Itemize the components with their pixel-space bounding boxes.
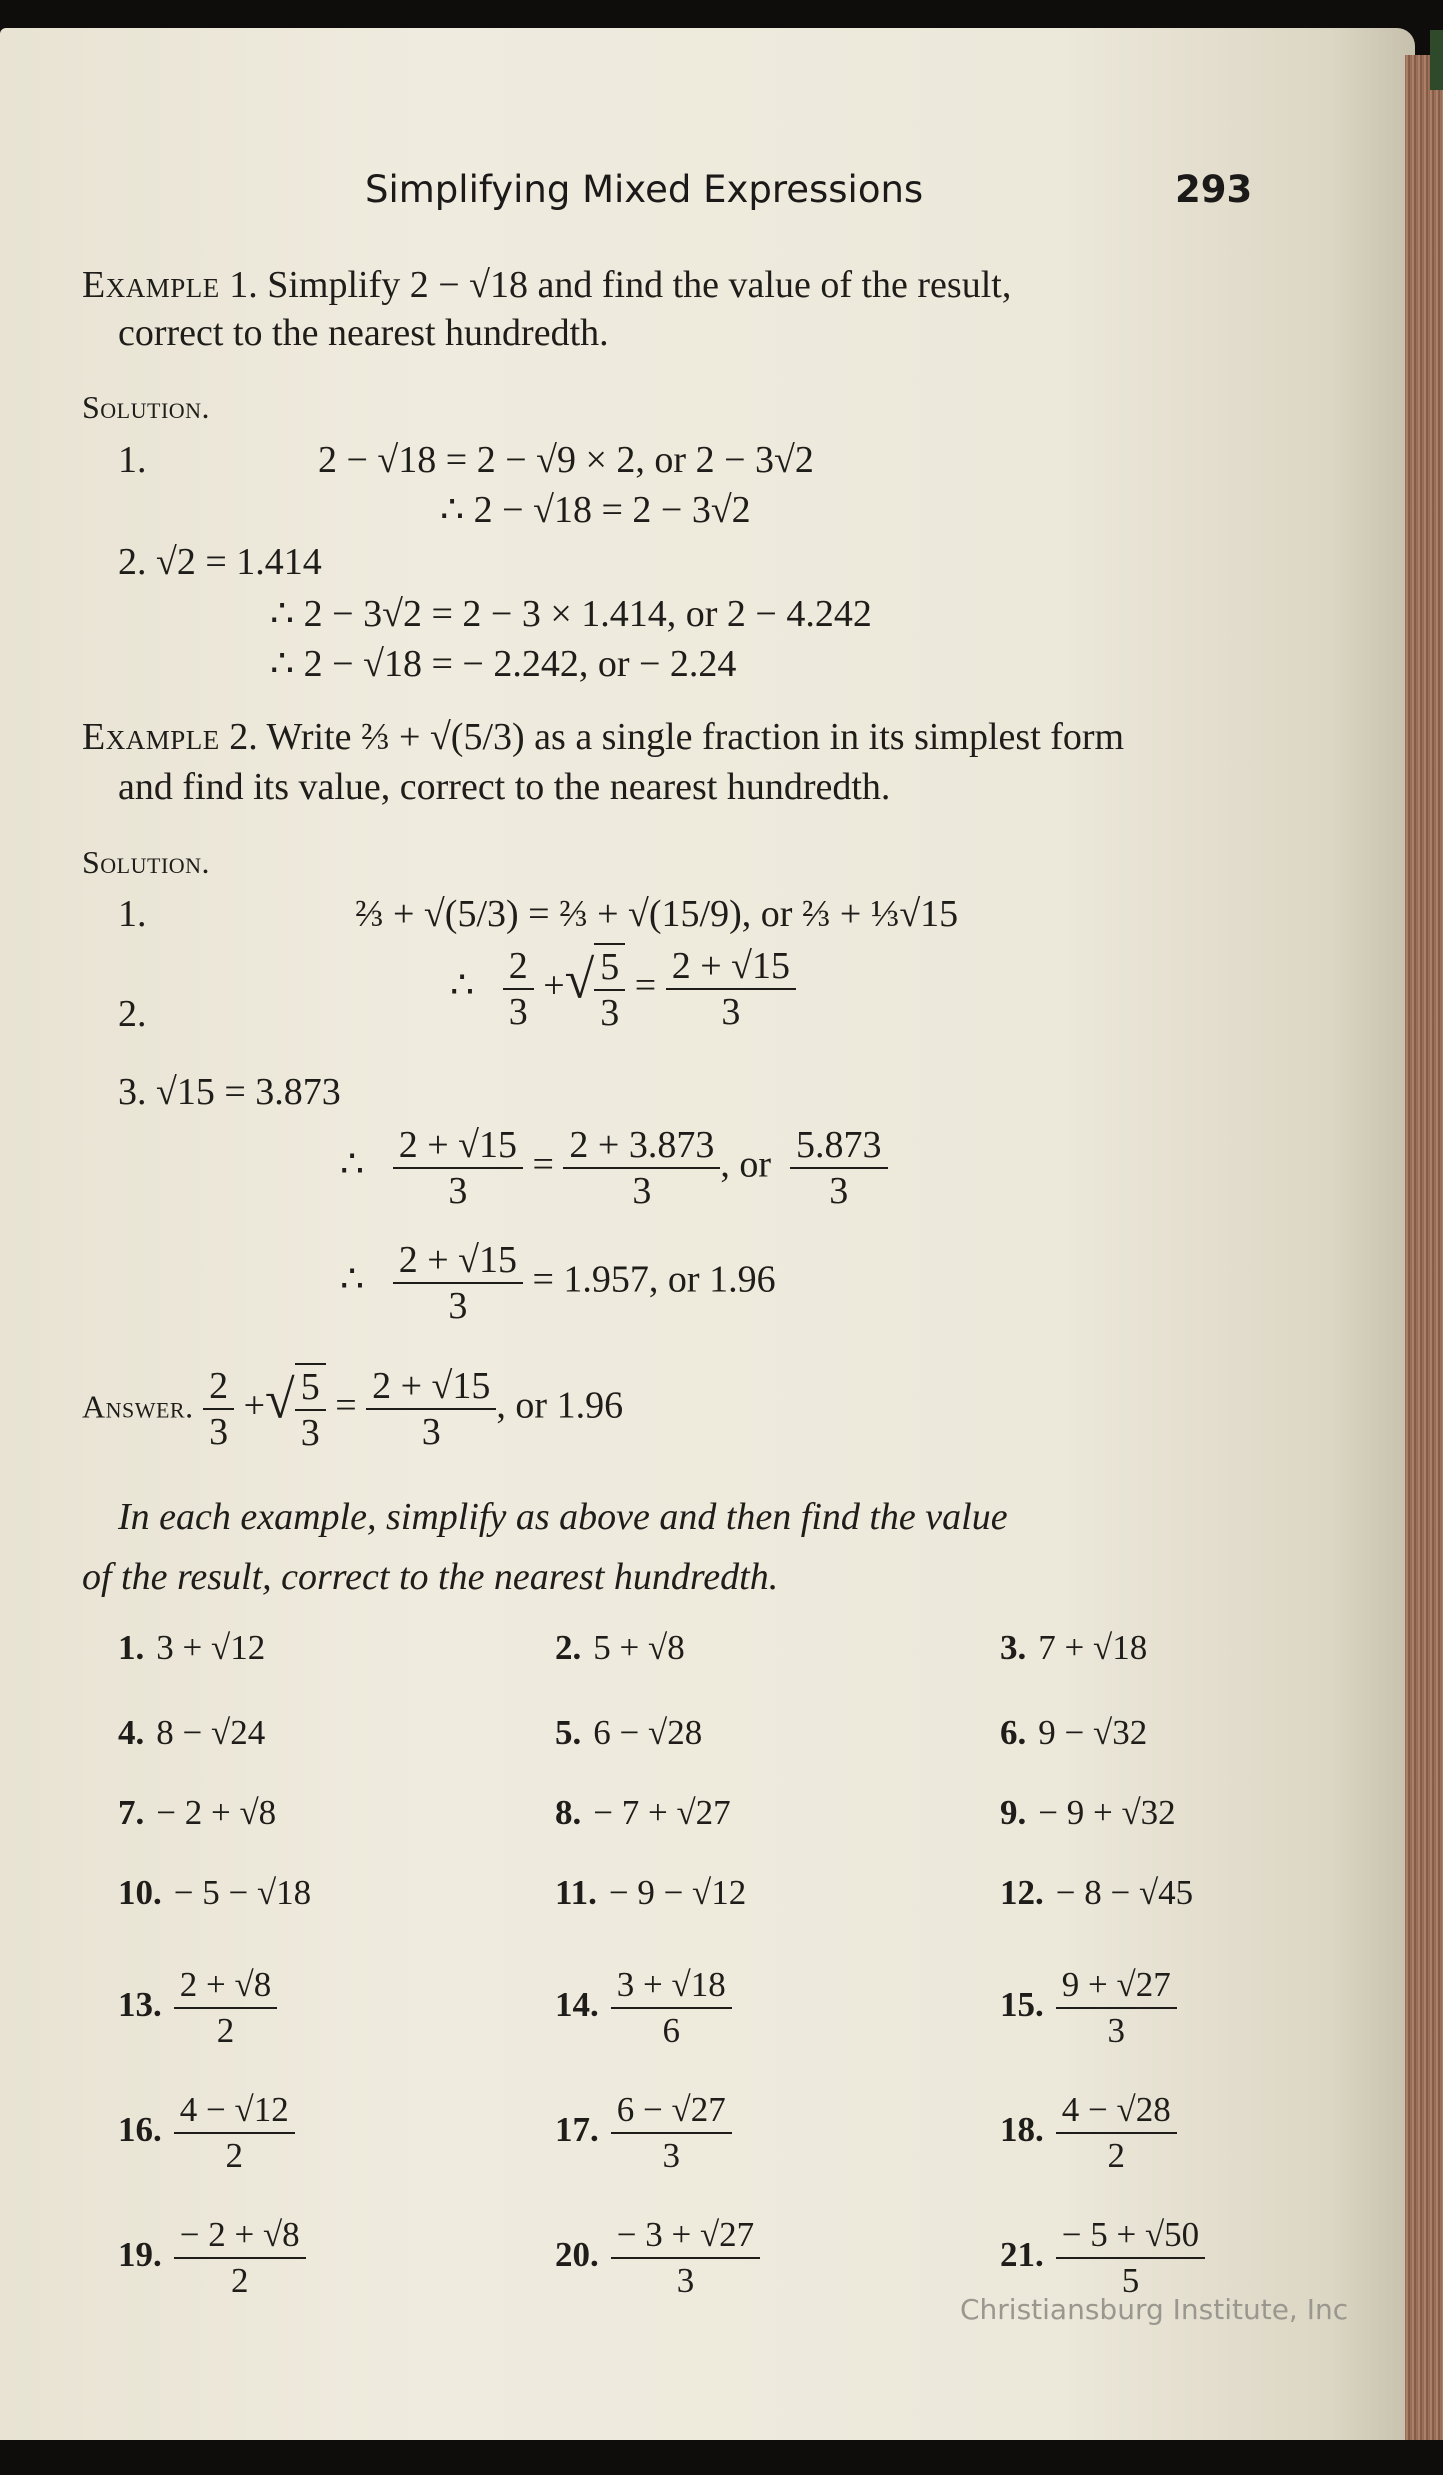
exercise-item bbox=[555, 1963, 732, 2053]
example1-step1: 2 − √18 = 2 − √9 × 2, or 2 − 3√2 bbox=[318, 439, 814, 481]
example1-step2-line3: ∴ 2 − √18 = − 2.242, or − 2.24 bbox=[270, 643, 737, 685]
example2-step1-number: 1. bbox=[118, 893, 147, 935]
exercise-item bbox=[118, 1628, 265, 1668]
exercise-expression: 3 + √12 bbox=[156, 1628, 266, 1667]
exercise-item bbox=[1000, 1713, 1147, 1753]
exercise-item bbox=[1000, 2213, 1205, 2303]
example1-step2: 2. √2 = 1.414 bbox=[118, 541, 322, 583]
exercise-number: 11. bbox=[555, 1873, 597, 1912]
fraction-five-thirds: $\frac{5}{3}$ bbox=[594, 943, 625, 1035]
example1-step1-result: ∴ 2 − √18 = 2 − 3√2 bbox=[440, 489, 751, 531]
exercise-item bbox=[118, 2088, 295, 2178]
exercise-number: 1. bbox=[118, 1628, 145, 1667]
example1-step2-line2: ∴ 2 − 3√2 = 2 − 3 × 1.414, or 2 − 4.242 bbox=[270, 593, 872, 635]
book-spine bbox=[1430, 30, 1443, 90]
exercise-item bbox=[1000, 1793, 1176, 1833]
exercise-item bbox=[118, 1793, 276, 1833]
exercise-number: 19. bbox=[118, 2235, 162, 2275]
exercise-number: 5. bbox=[555, 1713, 582, 1752]
exercise-item bbox=[555, 2213, 760, 2303]
exercise-item bbox=[118, 1963, 277, 2053]
example2-step3: 3. √15 = 3.873 bbox=[118, 1071, 341, 1113]
exercise-fraction: $\frac{4 - √28}{2}$ bbox=[1056, 2088, 1177, 2178]
exercise-expression: 9 − √32 bbox=[1038, 1713, 1148, 1752]
exercise-number: 10. bbox=[118, 1873, 162, 1912]
example2-step1: ⅔ + √(5/3) = ⅔ + √(15/9), or ⅔ + ⅓√15 bbox=[355, 893, 959, 935]
book-page bbox=[0, 28, 1415, 2440]
fraction-5873: $\frac{5.873}{3}$ bbox=[790, 1123, 888, 1213]
example2-statement-a: 2. Write ⅔ + √(5/3) as a single fraction in its simplest form bbox=[219, 716, 1125, 758]
example2-step2: ∴ $\frac{2}{3}$ +√ $\frac{5}{3}$ = $\frac{2 + √15}{3}$ bbox=[450, 943, 796, 1035]
exercise-expression: 6 − √28 bbox=[593, 1713, 703, 1752]
exercise-fraction: $\frac{9 + √27}{3}$ bbox=[1056, 1963, 1177, 2053]
exercise-fraction: $\frac{- 5 + √50}{5}$ bbox=[1056, 2213, 1205, 2303]
exercise-expression: 5 + √8 bbox=[593, 1628, 685, 1667]
fraction-step2-result: $\frac{2 + √15}{3}$ bbox=[666, 944, 796, 1034]
exercise-item bbox=[1000, 1963, 1177, 2053]
exercise-fraction: $\frac{4 - √12}{2}$ bbox=[174, 2088, 295, 2178]
exercise-item bbox=[555, 1793, 731, 1833]
exercise-item bbox=[118, 1713, 265, 1753]
exercise-item bbox=[555, 1628, 685, 1668]
example2-step3-line2: ∴ $\frac{2 + √15}{3}$ = $\frac{2 + 3.873}{3}$ , or $\frac{5.873}{3}$ bbox=[340, 1123, 888, 1213]
exercise-number: 15. bbox=[1000, 1985, 1044, 2025]
fraction-root15-b: $\frac{2 + √15}{3}$ bbox=[393, 1238, 523, 1328]
exercise-fraction: $\frac{- 2 + √8}{2}$ bbox=[174, 2213, 306, 2303]
exercise-fraction: $\frac{6 - √27}{3}$ bbox=[611, 2088, 732, 2178]
exercise-item bbox=[555, 2088, 732, 2178]
exercise-number: 14. bbox=[555, 1985, 599, 2025]
exercise-number: 16. bbox=[118, 2110, 162, 2150]
example1-solution-label: Solution. bbox=[82, 389, 211, 425]
fraction-root15: $\frac{2 + √15}{3}$ bbox=[393, 1123, 523, 1213]
exercise-fraction: $\frac{3 + √18}{6}$ bbox=[611, 1963, 732, 2053]
exercise-expression: − 7 + √27 bbox=[593, 1793, 731, 1832]
example2-step2-number: 2. bbox=[118, 993, 147, 1035]
example2-label: Example bbox=[82, 716, 220, 758]
example2-statement bbox=[82, 713, 1124, 761]
exercise-expression: − 2 + √8 bbox=[156, 1793, 277, 1832]
exercise-item bbox=[1000, 1628, 1147, 1668]
exercise-item bbox=[555, 1713, 702, 1753]
exercise-item bbox=[1000, 2088, 1177, 2178]
example1-label: Example bbox=[82, 264, 220, 306]
exercise-expression: 7 + √18 bbox=[1038, 1628, 1148, 1667]
example2-answer: Answer. $\frac{2}{3}$ +√ $\frac{5}{3}$ = $\frac{2 + √15}{3}$ , or 1.96 bbox=[82, 1365, 624, 1454]
page-number: 293 bbox=[1175, 168, 1253, 211]
exercise-number: 8. bbox=[555, 1793, 582, 1832]
fraction-two-thirds: $\frac{2}{3}$ bbox=[503, 944, 534, 1034]
exercise-number: 18. bbox=[1000, 2110, 1044, 2150]
exercise-item bbox=[1000, 1873, 1193, 1913]
instructions-line1: In each example, simplify as above and then find the value bbox=[118, 1496, 1008, 1538]
radical-sign: √ bbox=[564, 949, 595, 1010]
instructions-line2: of the result, correct to the nearest hundredth. bbox=[82, 1556, 779, 1598]
exercise-number: 4. bbox=[118, 1713, 145, 1752]
exercise-number: 9. bbox=[1000, 1793, 1027, 1832]
exercise-expression: − 9 − √12 bbox=[608, 1873, 747, 1912]
example1-step1-number: 1. bbox=[118, 439, 147, 481]
example2-statement-b: and find its value, correct to the nearest hundredth. bbox=[118, 766, 891, 808]
exercise-number: 2. bbox=[555, 1628, 582, 1667]
exercise-fraction: $\frac{2 + √8}{2}$ bbox=[174, 1963, 277, 2053]
exercise-expression: − 9 + √32 bbox=[1038, 1793, 1176, 1832]
exercise-number: 3. bbox=[1000, 1628, 1027, 1667]
exercise-item bbox=[118, 1873, 311, 1913]
example1-statement-b: correct to the nearest hundredth. bbox=[118, 312, 609, 354]
page-edges bbox=[1405, 55, 1443, 2440]
exercise-number: 12. bbox=[1000, 1873, 1044, 1912]
exercise-fraction: $\frac{- 3 + √27}{3}$ bbox=[611, 2213, 760, 2303]
example2-solution-label: Solution. bbox=[82, 844, 211, 880]
watermark: Christiansburg Institute, Inc bbox=[960, 2293, 1349, 2326]
exercise-expression: − 5 − √18 bbox=[173, 1873, 312, 1912]
example2-step3-line3: ∴ $\frac{2 + √15}{3}$ = 1.957, or 1.96 bbox=[340, 1239, 776, 1327]
example1-statement bbox=[82, 261, 1011, 309]
page-title: Simplifying Mixed Expressions bbox=[365, 168, 924, 211]
exercise-number: 6. bbox=[1000, 1713, 1027, 1752]
exercise-item bbox=[555, 1873, 746, 1913]
therefore-symbol: ∴ bbox=[450, 964, 475, 1007]
exercise-expression: − 8 − √45 bbox=[1055, 1873, 1194, 1912]
fraction-3873: $\frac{2 + 3.873}{3}$ bbox=[563, 1123, 720, 1213]
exercise-number: 17. bbox=[555, 2110, 599, 2150]
answer-label: Answer. bbox=[82, 1388, 194, 1425]
exercise-item bbox=[118, 2213, 306, 2303]
exercise-number: 20. bbox=[555, 2235, 599, 2275]
exercise-number: 21. bbox=[1000, 2235, 1044, 2275]
example1-statement-a: 1. Simplify 2 − √18 and find the value of the result, bbox=[219, 264, 1012, 306]
exercise-expression: 8 − √24 bbox=[156, 1713, 266, 1752]
exercise-number: 7. bbox=[118, 1793, 145, 1832]
exercise-number: 13. bbox=[118, 1985, 162, 2025]
